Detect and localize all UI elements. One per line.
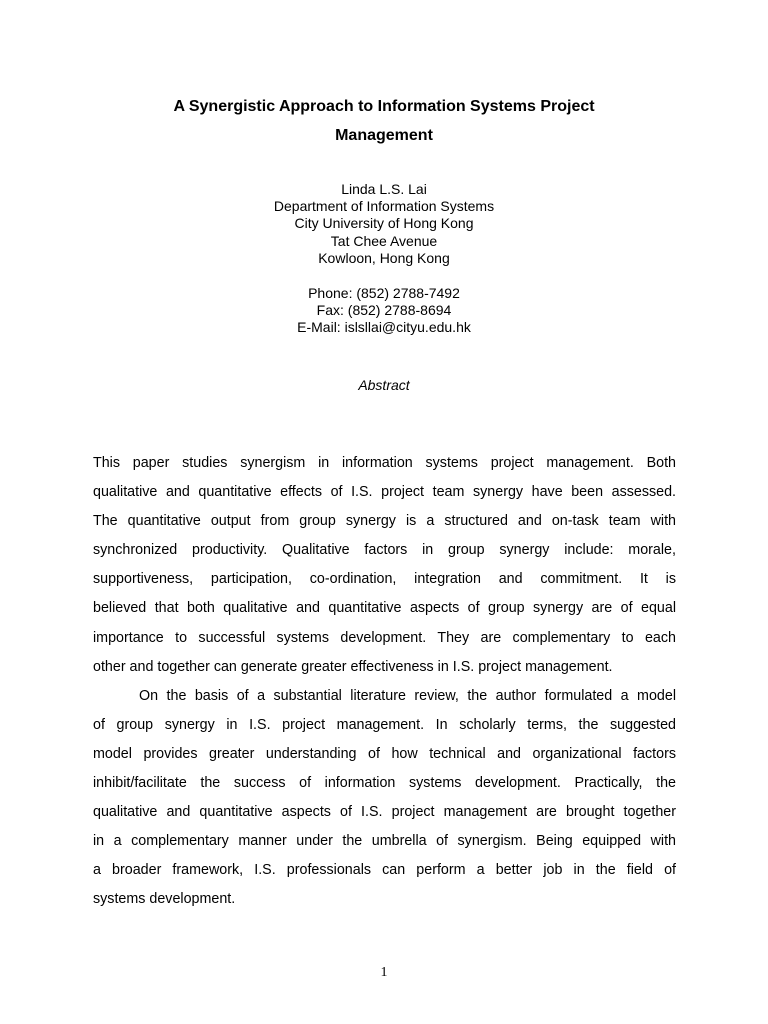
page-number: 1 [380,965,388,980]
paragraph-1-line-1: This paper studies synergism in information systems project management. Both [93,455,676,471]
author-name: Linda L.S. Lai [341,181,427,197]
paragraph-1-line-7: importance to successful systems development. They are complementary to each [93,629,676,646]
paragraph-2-line-2: of group synergy in I.S. project management. In scholarly terms, the suggested [93,716,676,733]
paragraph-1-line-8: other and together can generate greater effectiveness in I.S. project management. [93,658,613,675]
paragraph-1-line-5: supportiveness, participation, co-ordination, integration and commitment. It is [93,571,676,588]
abstract-heading: Abstract [358,377,410,393]
contact-phone: Phone: (852) 2788-7492 [308,285,460,301]
paper-title-line-2: Management [335,127,433,144]
contact-fax: Fax: (852) 2788-8694 [316,302,452,319]
author-city: Kowloon, Hong Kong [318,249,450,266]
paragraph-1-line-6: believed that both qualitative and quantitative aspects of group synergy are of equal [93,600,676,617]
paper-title-line-1: A Synergistic Approach to Information Systems Project [173,98,595,115]
contact-email: E-Mail: islsllai@cityu.edu.hk [297,319,471,336]
author-department: Department of Information Systems [273,198,495,215]
author-university: City University of Hong Kong [294,215,474,232]
abstract-body [93,449,676,915]
contact-info [100,285,668,337]
paragraph-2-line-6: in a complementary manner under the umbrella of synergism. Being equipped with [93,833,676,850]
author-street: Tat Chee Avenue [330,232,438,249]
paragraph-2-line-7: a broader framework, I.S. professionals can perform a better job in the field of [93,862,676,879]
paragraph-2-line-3: model provides greater understanding of how technical and organizational factors [93,745,676,762]
paper-title [100,92,668,150]
paragraph-2-line-8: systems development. [93,891,236,908]
paragraph-2-line-4: inhibit/facilitate the success of information systems development. Practically, the [93,775,676,792]
paragraph-2-line-5: qualitative and quantitative aspects of I.S. project management are brought together [93,804,676,821]
author-info [100,181,668,267]
paragraph-1-line-2: qualitative and quantitative effects of I.S. project team synergy have been assessed. [93,484,676,501]
paragraph-2-line-1: On the basis of a substantial literature review, the author formulated a model [139,687,676,704]
paragraph-1-line-3: The quantitative output from group synergy is a structured and on-task team with [93,513,676,530]
paragraph-1-line-4: synchronized productivity. Qualitative factors in group synergy include: morale, [93,542,676,559]
